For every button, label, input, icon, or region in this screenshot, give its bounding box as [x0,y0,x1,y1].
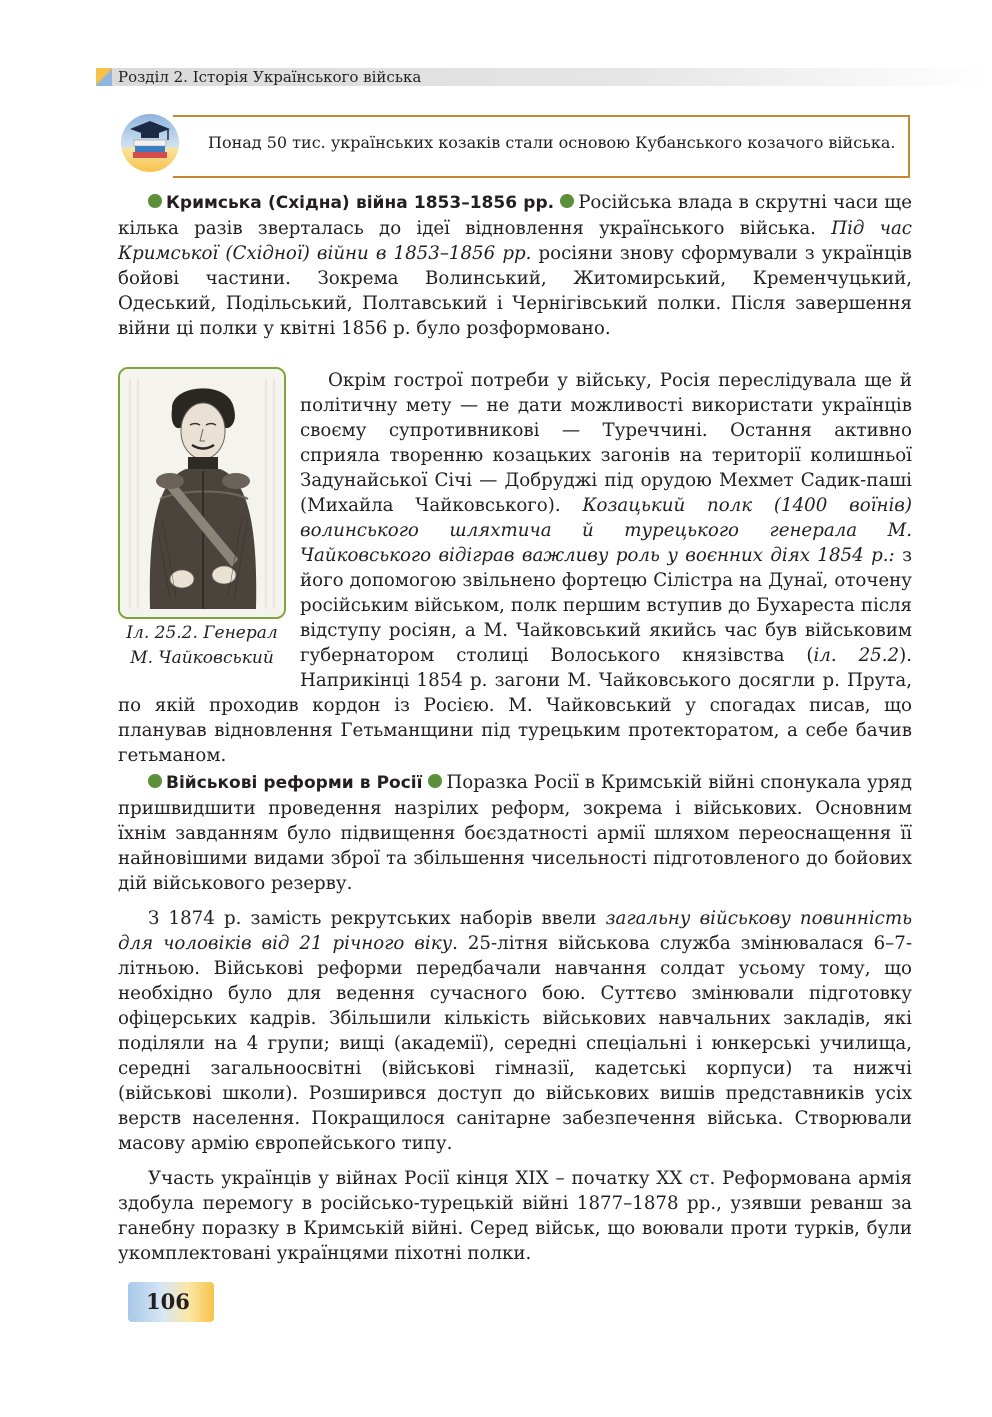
paragraph-text: Окрім гострої потреби у війську, Росія переслідувала ще й політичну мету — не дати можливості використати українців своєму супротивникові — Туреччині. Остання активно сприяла творенню козацьких загонів на території колишньої Задунайської Січі — Добруджі під орудою Мехмет Садик-паші (Михайла Чайковського). [300,370,912,516]
chapter-title: Розділ 2. Історія Українського війська [118,68,422,86]
paragraph-text: ). Наприкінці 1854 р. загони М. Чайковського досягли р. Прута, по якій проходив кордон із Росією. М. Чайковський у спогадах писав, що планував відновлення Гетьманщини під турецьким протекторатом, а себе бачив гетьманом. [118,645,912,766]
caption-line: Іл. 25.2. Генерал [126,623,278,643]
italic-text: Козацький полк (1400 воїнів) волинського шляхтича й турецького генерала М. Чайковського відіграв важливу роль у воєнних діях 1854 р.: [300,495,912,566]
paragraph-text: Поразка Росії в Кримській війні спонукала уряд пришвидшити проведення назрілих реформ, зокрема і військових. Основним їхнім завданням було підвищення боєздатності армії шляхом переоснащення її найновішими видами зброї та збільшення чисельності підготовленого до бойових дій військового резерву. [118,772,912,894]
graduation-cap-books-icon [120,113,180,173]
paragraph-text: Російська влада в скрутні часи ще кілька разів зверталась до ідеї відновлення українського війська. [118,192,912,239]
paragraph-text: . 25-літня військова служба змінювалася 6–7-літньою. Військові реформи передбачали навчання солдат усьому тому, що необхідно було для ведення сучасного бою. Суттєво змінювали підготовку офіцерських кадрів. Збільшили кількість військових навчальних закладів, які поділяли на 4 групи; вищі (академії), середні спеціальні і юнкерські училища, середні загальноосвітні (військові гімназії, кадетські корпуси) та нижчі (військові школи). Розширився доступ до військових вишів представників усіх верств населення. Покращилося санітарне забезпечення війська. Створювали масову армію європейського типу. [118,933,912,1154]
paragraph-text: росіяни знову сформували з українців бойові частини. Зокрема Волинський, Житомирський, Кременчуцький, Одеський, Подільський, Полтавський і Чернігівський полки. Після завершення війни ці полки у квітні 1856 р. було розформовано. [118,243,912,339]
bullet-dot [148,194,162,208]
page-number: 106 [146,1289,190,1314]
paragraph-chaikovsky [118,368,912,768]
italic-text: Під час Кримської (Східної) війни в 1853–1856 рр. [118,218,912,264]
paragraph-text: з його допомогою звільнено фортецю Сілістра на Дунаї, оточену російським військом, полк першим вступив до Бухареста після відступу росіян, а М. Чайковський якийсь час був військовим губернатором столиці Волоського князівства ( [300,545,912,666]
paragraph-text: Участь українців у війнах Росії кінця XIX – початку XX ст. Реформована армія здобула перемогу в російсько-турецькій війні 1877–1878 рр., узявши реванш за ганебну поразку в Кримській війні. Серед військ, що воювали проти турків, були укомплектовані українцями піхотні полки. [118,1168,912,1264]
header-corner-mark [96,68,112,86]
caption-line: М. Чайковський [130,648,274,668]
figure-reference: іл. 25.2 [813,645,900,666]
paragraph-text: З 1874 р. замість рекрутських наборів ввели [148,908,606,929]
note-text: Понад 50 тис. українських козаків стали основою Кубанського козачого війська. [208,133,896,152]
bullet-dot [560,194,574,208]
section-heading: Військові реформи в Росії [166,773,423,793]
section-crimean-war [118,190,912,341]
italic-text: загальну військову повинність для чоловіків від 21 річного віку [118,908,912,954]
bullet-dot [148,774,162,788]
bullet-dot [428,774,442,788]
float-spacer [118,368,300,686]
section-heading: Кримська (Східна) війна 1853–1856 рр. [166,193,555,213]
section-military-reforms [118,770,912,1266]
